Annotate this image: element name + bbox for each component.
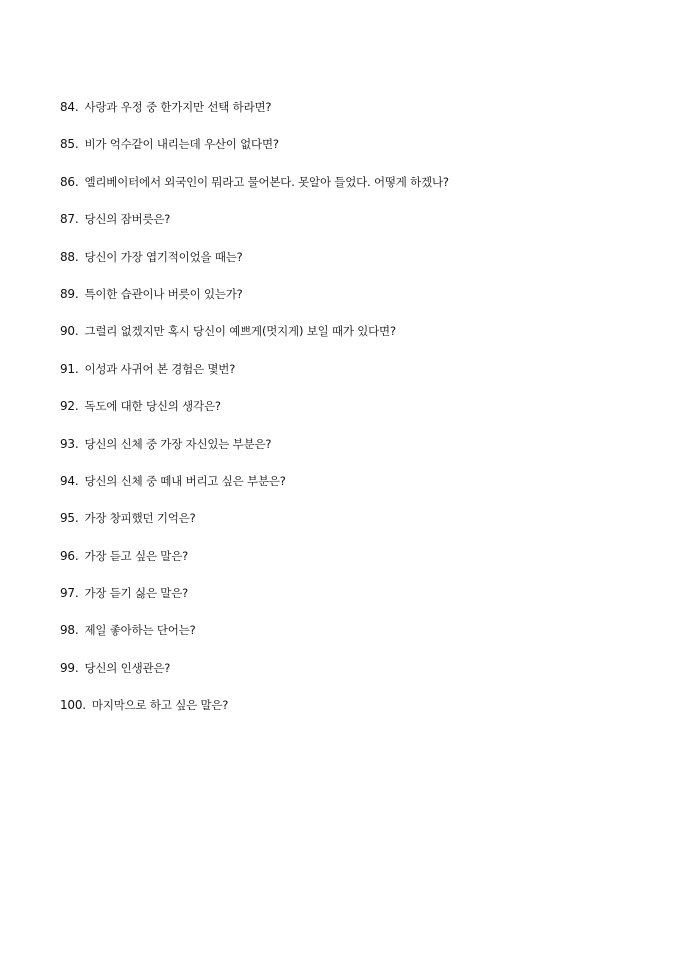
question-text: 독도에 대한 당신의 생각은?	[84, 399, 221, 414]
question-number: 89.	[60, 286, 79, 301]
question-text: 제일 좋아하는 단어는?	[84, 623, 196, 638]
question-item	[60, 247, 660, 284]
question-number: 92.	[60, 399, 79, 414]
question-number: 98.	[60, 623, 79, 638]
question-item	[60, 471, 660, 508]
question-text: 당신의 인생관은?	[84, 660, 171, 675]
question-item	[60, 134, 660, 171]
question-item	[60, 172, 660, 209]
question-item	[60, 396, 660, 433]
question-number: 91.	[60, 361, 79, 376]
question-number: 85.	[60, 137, 79, 152]
question-number: 100.	[60, 698, 86, 713]
question-item	[60, 359, 660, 396]
question-number: 96.	[60, 548, 79, 563]
question-text: 당신의 신체 중 떼내 버리고 싶은 부분은?	[84, 473, 286, 488]
question-item	[60, 434, 660, 471]
question-number: 86.	[60, 174, 79, 189]
question-text: 사랑과 우정 중 한가지만 선택 하라면?	[84, 100, 272, 114]
question-number: 87.	[60, 212, 79, 227]
question-item	[60, 321, 660, 358]
question-text: 당신의 신체 중 가장 자신있는 부분은?	[84, 436, 272, 451]
question-item	[60, 620, 660, 657]
question-number: 93.	[60, 436, 79, 451]
question-item	[60, 508, 660, 545]
question-number: 99.	[60, 660, 79, 675]
question-text: 엘리베이터에서 외국인이 뭐라고 물어본다. 못알아 들었다. 어떻게 하겠나?	[84, 174, 449, 189]
question-item	[60, 284, 660, 321]
question-text: 당신이 가장 엽기적이었을 때는?	[84, 249, 243, 264]
question-text: 가장 창피했던 기억은?	[84, 511, 196, 526]
question-text: 당신의 잠버릇은?	[84, 212, 171, 227]
question-item	[60, 209, 660, 246]
question-text: 마지막으로 하고 싶은 말은?	[91, 698, 229, 713]
question-number: 97.	[60, 586, 79, 601]
question-item	[60, 583, 660, 620]
question-number: 94.	[60, 473, 79, 488]
question-number: 84.	[60, 100, 79, 114]
question-text: 가장 듣기 싫은 말은?	[84, 586, 189, 601]
question-item	[60, 658, 660, 695]
question-text: 비가 억수같이 내리는데 우산이 없다면?	[84, 137, 279, 152]
question-item	[60, 97, 660, 134]
question-text: 가장 듣고 싶은 말은?	[84, 548, 189, 563]
question-number: 88.	[60, 249, 79, 264]
question-text: 특이한 습관이나 버릇이 있는가?	[84, 286, 243, 301]
question-text: 이성과 사귀어 본 경험은 몇번?	[84, 361, 236, 376]
question-number: 90.	[60, 324, 79, 339]
question-number: 95.	[60, 511, 79, 526]
question-text: 그럴리 없겠지만 혹시 당신이 예쁘게(멋지게) 보일 때가 있다면?	[84, 324, 396, 339]
question-item	[60, 546, 660, 583]
question-list	[60, 97, 660, 733]
question-item	[60, 695, 660, 732]
